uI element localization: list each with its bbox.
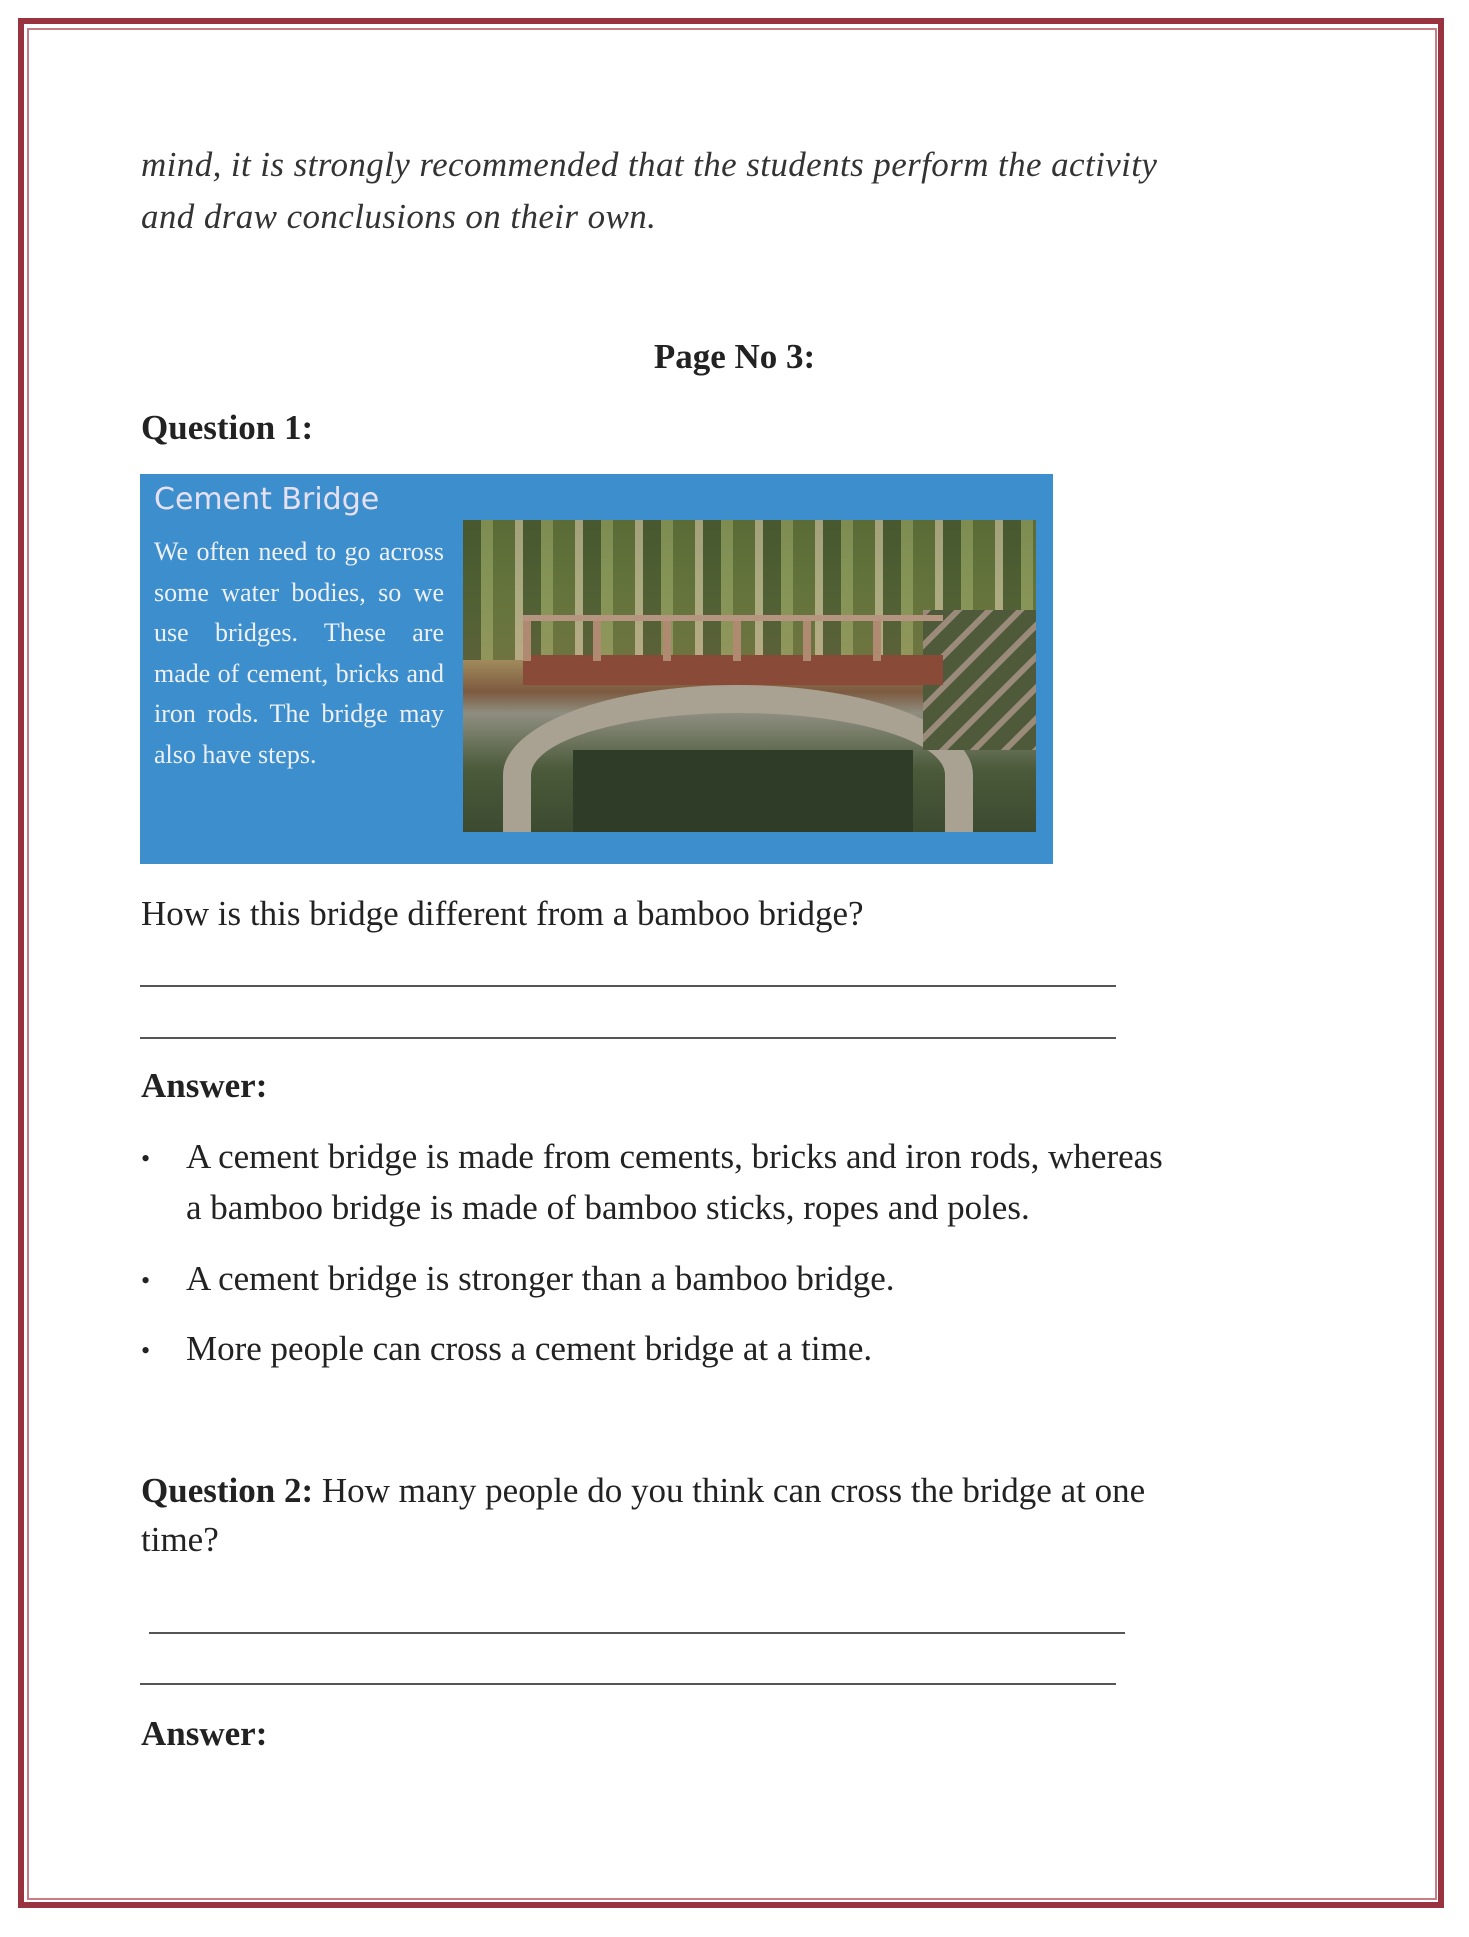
bullet-icon: • [141, 1266, 151, 1295]
question-1-prompt: How is this bridge different from a bamboo bridge? [141, 894, 864, 933]
intro-line-2: and draw conclusions on their own. [141, 197, 657, 236]
question-2 [141, 1469, 1145, 1513]
question-2-text: How many people do you think can cross the bridge at one [313, 1471, 1146, 1510]
photo-bridge-railing [523, 615, 943, 661]
cement-bridge-card [140, 474, 1053, 864]
bullet-icon: • [141, 1336, 151, 1365]
answer-item-3: More people can cross a cement bridge at a time. [186, 1329, 873, 1368]
question-2-text-line-2: time? [141, 1520, 219, 1559]
card-title: Cement Bridge [154, 482, 380, 517]
answer-line [149, 1632, 1125, 1634]
page-heading: Page No 3: [653, 337, 816, 376]
intro-line-1: mind, it is strongly recommended that the students perform the activity [141, 145, 1158, 184]
question-1-label: Question 1: [141, 408, 314, 447]
question-2-label: Question 2: [141, 1471, 314, 1510]
answer-line [140, 1683, 1116, 1685]
answer-item-1-line-1: A cement bridge is made from cements, bricks and iron rods, whereas [186, 1137, 1163, 1176]
answer-item-1-line-2: a bamboo bridge is made of bamboo sticks, ropes and poles. [186, 1188, 1030, 1227]
cement-bridge-photo [463, 520, 1036, 832]
answer-1-label: Answer: [141, 1066, 268, 1105]
answer-item-2: A cement bridge is stronger than a bamboo bridge. [186, 1259, 895, 1298]
answer-line [140, 1037, 1116, 1039]
answer-2-label: Answer: [141, 1714, 268, 1753]
page-border-inner [27, 28, 1437, 1900]
answer-line [140, 985, 1116, 987]
bullet-icon: • [141, 1144, 151, 1173]
card-text: We often need to go across some water bodies, so we use bridges. These are made of cement, bricks and iron rods. The bridge may also have steps. [154, 537, 444, 769]
photo-bridge-arch [503, 685, 973, 832]
